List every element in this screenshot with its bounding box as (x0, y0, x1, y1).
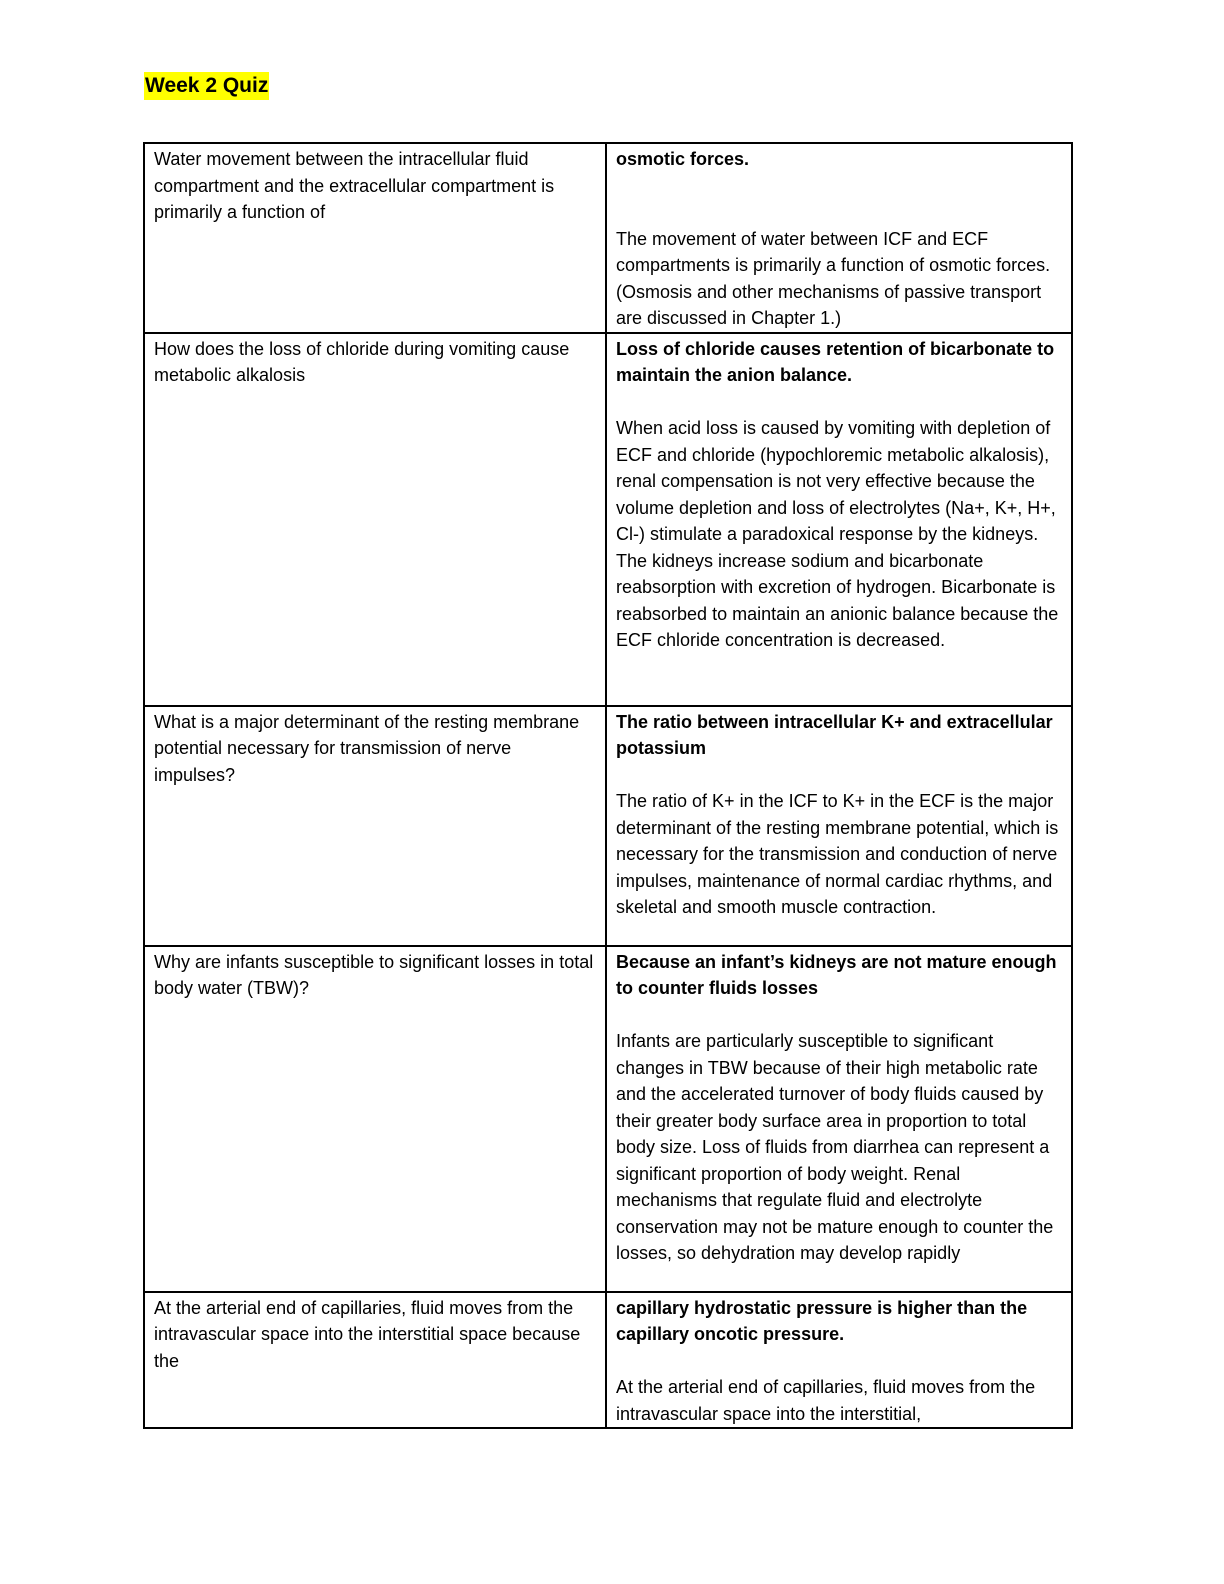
explanation-text: When acid loss is caused by vomiting with depletion of ECF and chloride (hypochloremic metabolic alkalosis), renal compensation is not very effective because the volume depletion and loss of electrolytes (Na+, K+, H+, Cl-) stimulate a paradoxical response by the kidneys. The kidneys increase sodium and bicarbonate reabsorption with excretion of hydrogen. Bicarbonate is reabsorbed to maintain an anionic balance because the ECF chloride concentration is decreased. (616, 418, 1059, 650)
question-text: How does the loss of chloride during vomiting cause metabolic alkalosis (154, 338, 570, 385)
answer-text: osmotic forces. (616, 149, 750, 169)
question-cell (144, 706, 606, 946)
spacer (616, 173, 1061, 200)
question-text: Water movement between the intracellular fluid compartment and the extracellular compartment is primarily a function of (154, 149, 555, 222)
explanation-text: At the arterial end of capillaries, fluid moves from the intravascular space into the interstitial, (616, 1377, 1036, 1424)
spacer (616, 199, 1061, 226)
answer-text: The ratio between intracellular K+ and extracellular potassium (616, 711, 1053, 758)
quiz-row (144, 333, 1072, 706)
quiz-row (144, 1292, 1072, 1429)
spacer (616, 1348, 1061, 1375)
answer-text: Because an infant’s kidneys are not mature enough to counter fluids losses (616, 951, 1057, 998)
answer-cell (606, 143, 1072, 333)
question-cell (144, 1292, 606, 1429)
quiz-row (144, 706, 1072, 946)
page-title: Week 2 Quiz (144, 72, 269, 100)
spacer (616, 389, 1061, 416)
answer-cell (606, 1292, 1072, 1429)
quiz-row (144, 946, 1072, 1292)
quiz-table (143, 142, 1073, 1429)
question-text: At the arterial end of capillaries, fluid moves from the intravascular space into the interstitial space because the (154, 1297, 581, 1371)
spacer (616, 762, 1061, 789)
question-cell (144, 143, 606, 333)
answer-cell (606, 706, 1072, 946)
answer-cell (606, 333, 1072, 706)
question-cell (144, 946, 606, 1292)
answer-cell (606, 946, 1072, 1292)
question-text: What is a major determinant of the resting membrane potential necessary for transmission of nerve impulses? (154, 711, 580, 785)
explanation-text: The ratio of K+ in the ICF to K+ in the ECF is the major determinant of the resting membrane potential, which is necessary for the transmission and conduction of nerve impulses, maintenance of normal cardiac rhythms, and skeletal and smooth muscle contraction. (616, 791, 1059, 917)
answer-text: capillary hydrostatic pressure is higher than the capillary oncotic pressure. (616, 1297, 1028, 1344)
answer-text: Loss of chloride causes retention of bicarbonate to maintain the anion balance. (616, 338, 1055, 385)
spacer (616, 1002, 1061, 1029)
quiz-row (144, 143, 1072, 333)
explanation-text: Infants are particularly susceptible to significant changes in TBW because of their high metabolic rate and the accelerated turnover of body fluids caused by their greater body surface area in proportion to total body size. Loss of fluids from diarrhea can represent a significant proportion of body weight. Renal mechanisms that regulate fluid and electrolyte conservation may not be mature enough to counter the losses, so dehydration may develop rapidly (616, 1031, 1054, 1263)
explanation-text: The movement of water between ICF and ECF compartments is primarily a function of osmotic forces. (Osmosis and other mechanisms of passive transport are discussed in Chapter 1.) (616, 228, 1051, 328)
question-cell (144, 333, 606, 706)
question-text: Why are infants susceptible to significant losses in total body water (TBW)? (154, 951, 594, 998)
